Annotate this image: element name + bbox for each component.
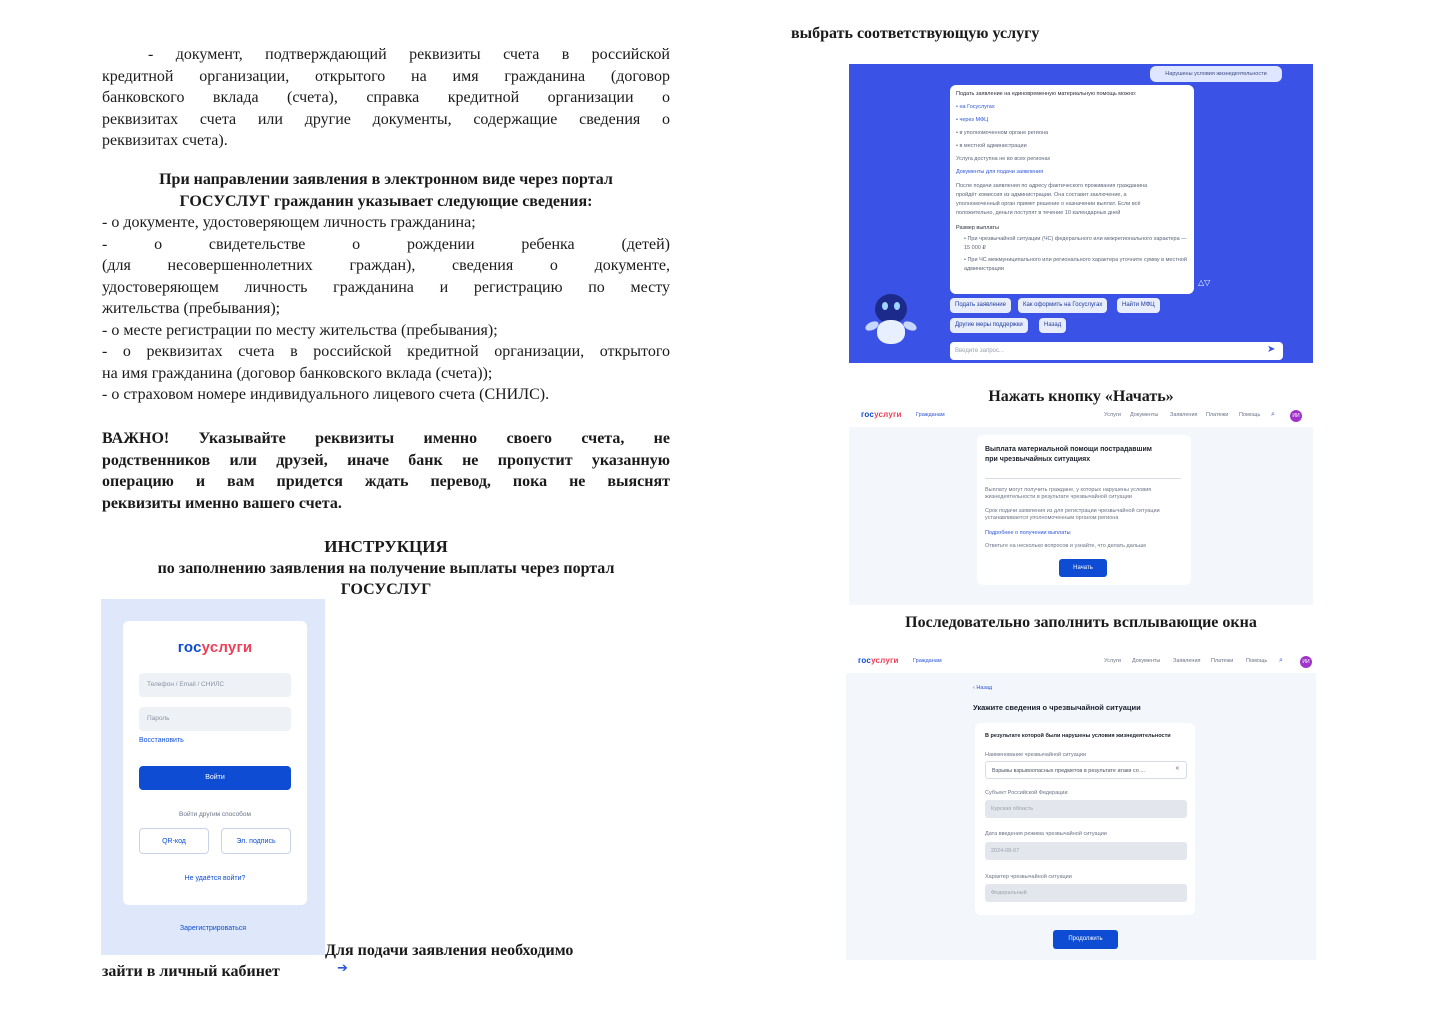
caption-choose-service: выбрать соответствующую услугу: [791, 25, 1040, 42]
field-label: Характер чрезвычайной ситуации: [985, 874, 1072, 880]
after-text: После подачи заявления по адресу фактического проживания гражданина: [956, 183, 1148, 189]
chip-submit-application[interactable]: Подать заявление: [950, 298, 1011, 313]
form-card-title: В результате которой были нарушены условия жизнедеятельности: [985, 733, 1171, 739]
start-button[interactable]: Начать: [1059, 559, 1107, 577]
service-title-line: Выплата материальной помощи пострадавшим: [985, 446, 1152, 453]
left-text-column: [102, 44, 670, 152]
important-line: операцию и вам придется ждать перевод, пока не выяснят: [102, 473, 670, 490]
list-item: - о реквизитах счета в российской кредитной организации, открытого: [102, 343, 670, 360]
emergency-name-select[interactable]: Взрывы взрывоопасных предметов в результате атаки со ...: [985, 761, 1187, 779]
list-item: на имя гражданина (договор банковского вклада (счета));: [102, 364, 493, 382]
register-link[interactable]: Зарегистрироваться: [179, 925, 247, 932]
info-list: [102, 212, 670, 406]
nav-applications[interactable]: Заявления: [1173, 658, 1201, 664]
citizens-menu[interactable]: Гражданам: [916, 412, 945, 418]
important-note: [102, 428, 670, 514]
important-line: ВАЖНО! Указывайте реквизиты именно своего счета, не: [102, 430, 670, 447]
list-item: - о месте регистрации по месту жительства (пребывания);: [102, 321, 498, 339]
option-label: на Госуслугах: [959, 104, 995, 110]
list-item: (для несовершеннолетних граждан), сведения о документе,: [102, 257, 670, 274]
service-text: устанавливается уполномоченным органом региона: [985, 515, 1119, 521]
restore-link[interactable]: Восстановить: [139, 737, 184, 744]
option-link[interactable]: • на Госуслугах: [956, 104, 995, 110]
service-start-screenshot: [849, 405, 1313, 605]
submission-heading-line: При направлении заявления в электронном виде через портал: [159, 171, 613, 188]
after-text: пройдёт комиссия из администрации. Она составит заключение, а: [956, 192, 1127, 198]
user-message: Нарушены условия жизнедеятельности: [1150, 66, 1282, 82]
important-line: родственников или друзей, иначе банк не пропустит указанную: [102, 451, 670, 469]
logo-gos-part: гос: [177, 639, 202, 656]
service-note: Ответьте на несколько вопросов и узнайте, что делать дальше: [985, 543, 1147, 549]
answer-intro: Подать заявление на единовременную материальную помощь можно:: [956, 91, 1137, 97]
password-field[interactable]: Пароль: [139, 707, 291, 731]
list-item: - о свидетельстве о рождении ребенка (детей): [102, 235, 670, 253]
portal-header: [846, 651, 1316, 673]
bot-answer: [950, 85, 1194, 294]
nav-documents[interactable]: Документы: [1130, 412, 1159, 418]
instruction-subtitle: по заполнению заявления на получение выплаты через портал: [157, 559, 615, 577]
login-caption-line: зайти в личный кабинет: [102, 963, 280, 980]
instruction-heading: [102, 536, 670, 601]
doc-paragraph-line: банковского вклада (счета), справка кредитной организации о: [102, 89, 670, 106]
service-text: Выплату могут получить граждане, у которых нарушены условия: [985, 487, 1152, 493]
instruction-subtitle: ГОСУСЛУГ: [340, 581, 432, 598]
option-label: в местной администрации: [959, 143, 1027, 149]
amount-item: • При ЧС межмуниципального или регионального характера уточните сумму в местной администрации: [964, 257, 1187, 272]
chip-other-support[interactable]: Другие меры поддержки: [950, 318, 1028, 333]
cant-login-link[interactable]: Не удаётся войти?: [184, 875, 246, 882]
amount-item: • При чрезвычайной ситуации (ЧС) федерального или межрегионального характера — 15 000 ₽: [964, 236, 1187, 251]
citizens-menu[interactable]: Гражданам: [913, 658, 942, 664]
form-card: [975, 723, 1195, 915]
after-text: уполномоченный орган примет решение о назначении выплат. Если всё: [956, 201, 1141, 207]
service-title-line: при чрезвычайных ситуациях: [985, 456, 1091, 463]
search-icon[interactable]: ⌕: [1271, 411, 1275, 418]
chip-back[interactable]: Назад: [1039, 318, 1066, 333]
list-item: - о страховом номере индивидуального лицевого счета (СНИЛС).: [102, 386, 550, 403]
after-text: положительно, деньги поступят в течение 10 календарных дней: [956, 210, 1121, 216]
option-label: в уполномоченном органе региона: [959, 130, 1049, 136]
list-item: жительства (пребывания);: [102, 300, 281, 317]
avatar[interactable]: ИИ: [1290, 410, 1302, 422]
amount-text: При чрезвычайной ситуации (ЧС) федерального или межрегионального характера — 15 000 ₽: [964, 236, 1187, 251]
caption-fill-windows: Последовательно заполнить всплывающие окна: [905, 614, 1257, 631]
option-item: • в местной администрации: [956, 143, 1027, 149]
emergency-date-field[interactable]: 2024-08-07: [985, 842, 1187, 860]
chatbot-screenshot: [849, 64, 1313, 363]
login-caption-line: Для подачи заявления необходимо: [325, 942, 574, 959]
e-signature-button[interactable]: Эл. подпись: [221, 828, 291, 854]
feedback-icons[interactable]: △▽: [1198, 278, 1211, 287]
region-field[interactable]: Курская область: [985, 800, 1187, 818]
gosuslugi-logo: [123, 639, 307, 656]
doc-paragraph-line: реквизитах счета).: [102, 132, 228, 149]
option-label: через МФЦ: [959, 117, 989, 123]
emergency-form-screenshot: [846, 651, 1316, 960]
doc-paragraph-line: кредитной организации, открытого на имя гражданина (договор: [102, 67, 670, 85]
caption-press-start: Нажать кнопку «Начать»: [988, 388, 1174, 405]
portal-header: [849, 405, 1313, 427]
service-text: Срок подачи заявления из для регистрации чрезвычайной ситуации: [985, 508, 1160, 514]
submission-heading-line: ГОСУСЛУГ гражданин указывает следующие сведения:: [179, 192, 593, 210]
list-item: - о документе, удостоверяющем личность гражданина;: [102, 214, 476, 231]
service-card: [977, 435, 1191, 585]
gosuslugi-logo: госуслуги: [861, 410, 902, 419]
documents-link[interactable]: Документы для подачи заявления: [956, 169, 1044, 175]
nav-help[interactable]: Помощь: [1239, 412, 1261, 418]
service-text: жизнедеятельности в результате чрезвычайной ситуации: [985, 494, 1132, 500]
logo-uslugi-part: услуги: [201, 639, 253, 656]
chip-find-mfc[interactable]: Найти МФЦ: [1117, 298, 1160, 313]
nav-payments[interactable]: Платежи: [1211, 658, 1234, 664]
amount-title: Размер выплаты: [956, 225, 999, 231]
clear-icon[interactable]: ✕: [1175, 766, 1180, 772]
nav-applications[interactable]: Заявления: [1170, 412, 1198, 418]
important-line: реквизиты именно вашего счета.: [102, 494, 342, 512]
continue-button[interactable]: Продолжить: [1053, 930, 1118, 949]
login-button[interactable]: Войти: [139, 766, 291, 790]
service-title: [985, 445, 1152, 465]
chip-how-to-apply[interactable]: Как оформить на Госуслугах: [1018, 298, 1107, 313]
amount-text: При ЧС межмуниципального или регионального характера уточните сумму в местной администрации: [964, 257, 1187, 272]
form-title: Укажите сведения о чрезвычайной ситуации: [973, 703, 1141, 712]
nav-documents[interactable]: Документы: [1132, 658, 1161, 664]
login-screenshot: [101, 599, 325, 955]
login-field[interactable]: Телефон / Email / СНИЛС: [139, 673, 291, 697]
submission-heading: [102, 169, 670, 212]
emergency-type-field[interactable]: Федеральный: [985, 884, 1187, 902]
availability-note: Услуга доступна не во всех регионах: [956, 156, 1051, 162]
avatar[interactable]: ИИ: [1300, 656, 1312, 668]
option-item: • в уполномоченном органе региона: [956, 130, 1049, 136]
nav-payments[interactable]: Платежи: [1206, 412, 1229, 418]
field-label: Дата введения режима чрезвычайной ситуации: [985, 831, 1107, 837]
doc-paragraph-line: - документ, подтверждающий реквизиты счета в российской: [148, 46, 670, 63]
qr-code-button[interactable]: QR-код: [139, 828, 209, 854]
send-icon[interactable]: ➤: [1267, 344, 1276, 355]
chat-input[interactable]: Введите запрос...: [950, 342, 1283, 360]
login-card: [123, 621, 307, 905]
back-link[interactable]: ‹ Назад: [973, 685, 993, 691]
nav-services[interactable]: Услуги: [1104, 658, 1121, 664]
arrow-right-icon: ➔: [337, 961, 348, 976]
list-item: удостоверяющем личность гражданина и регистрацию по месту: [102, 278, 670, 296]
instruction-title: ИНСТРУКЦИЯ: [324, 537, 448, 556]
other-ways-label: Войти другим способом: [179, 811, 251, 818]
gosuslugi-logo: госуслуги: [858, 656, 899, 665]
option-link[interactable]: • через МФЦ: [956, 117, 989, 123]
field-label: Субъект Российской Федерации: [985, 790, 1068, 796]
search-icon[interactable]: ⌕: [1279, 657, 1283, 664]
field-label: Наименование чрезвычайной ситуации: [985, 752, 1087, 758]
doc-paragraph-line: реквизитах счета или другие документы, содержащие сведения о: [102, 110, 670, 128]
robot-mascot-icon: [865, 292, 917, 352]
nav-services[interactable]: Услуги: [1104, 412, 1121, 418]
more-info-link[interactable]: Подробнее о получении выплаты: [985, 530, 1071, 536]
nav-help[interactable]: Помощь: [1246, 658, 1268, 664]
